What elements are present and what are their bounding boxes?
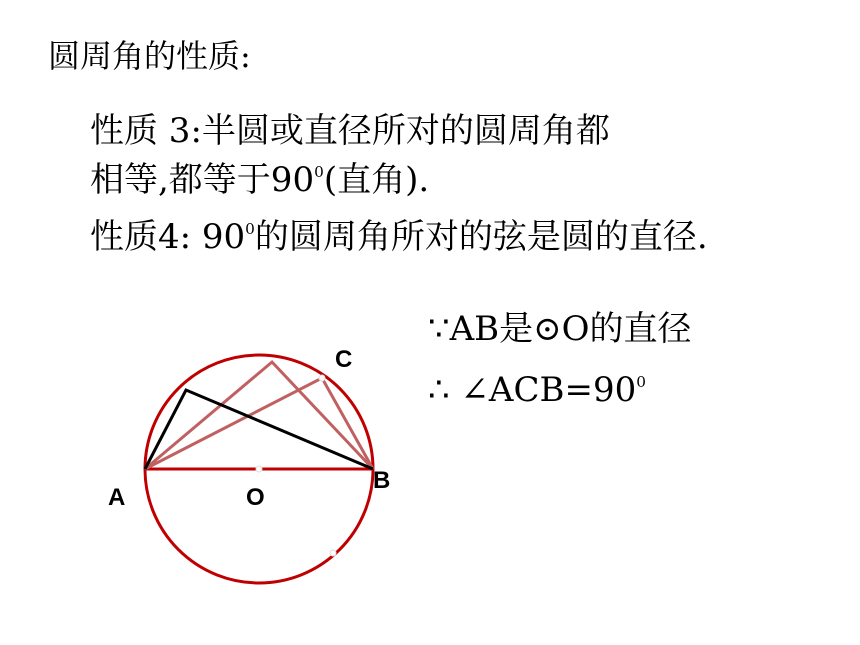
degree-superscript: 0 bbox=[245, 220, 255, 239]
point-on-arc bbox=[330, 550, 336, 556]
page-title: 圆周角的性质: bbox=[48, 37, 251, 75]
label-a: A bbox=[108, 484, 126, 511]
degree-superscript: 0 bbox=[636, 373, 646, 392]
because-statement: ∵AB是⊙O的直径 bbox=[428, 309, 692, 349]
therefore-text: ∴ ∠ACB=90 bbox=[428, 370, 637, 410]
point-c bbox=[319, 375, 325, 381]
property-3-text: 相等,都等于90 bbox=[90, 160, 315, 200]
label-b: B bbox=[373, 467, 391, 494]
degree-superscript: 0 bbox=[314, 163, 324, 182]
property-4-text: 性质4: 90 bbox=[90, 217, 246, 257]
black-triangle bbox=[145, 390, 373, 469]
label-o: O bbox=[246, 484, 265, 511]
center-point-o bbox=[256, 466, 262, 472]
property-4-text-end: 的圆周角所对的弦是圆的直径. bbox=[254, 217, 708, 257]
property-3-text-end: (直角). bbox=[323, 160, 430, 200]
label-c: C bbox=[335, 346, 353, 373]
property-3-line-1: 性质 3:半圆或直径所对的圆周角都 bbox=[90, 111, 610, 151]
